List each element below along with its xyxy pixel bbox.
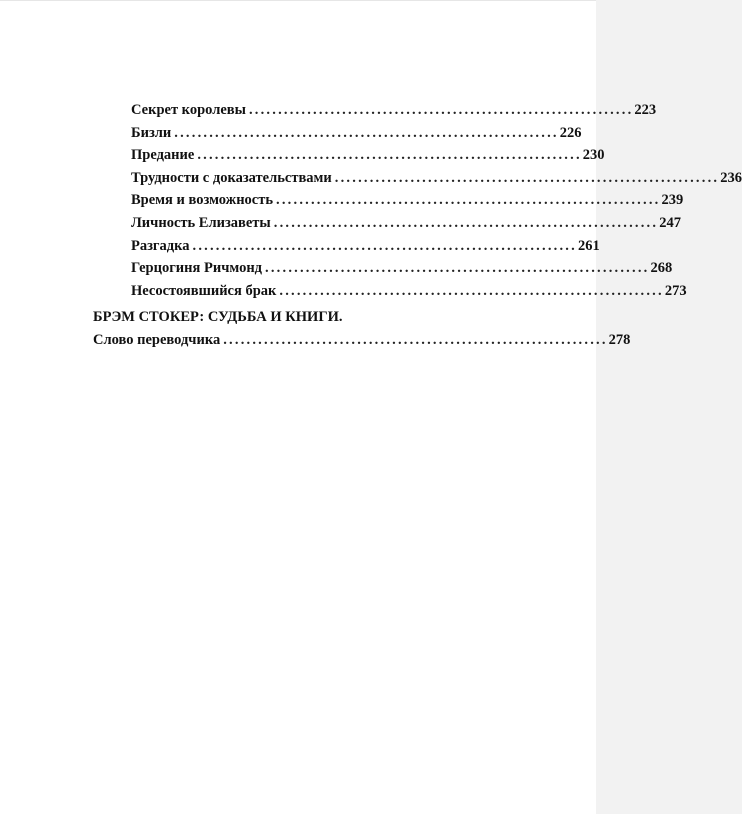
dot-leader: .................................................................. [192,237,577,254]
dot-leader: .................................................................. [197,147,582,164]
toc-entry-title: Разгадка [131,237,190,254]
toc-section-heading: БРЭМ СТОКЕР: СУДЬБА И КНИГИ. [93,309,343,326]
toc-entry [93,167,742,190]
table-of-contents [93,99,742,352]
dot-leader: .................................................................. [273,214,659,231]
toc-entry [93,189,684,212]
toc-entry-title: Герцогиня Ричмонд [131,260,263,277]
toc-entry-page: 268 [650,260,673,277]
dot-leader: .................................................................. [276,192,661,209]
toc-entry [93,235,600,258]
toc-entry-title: Время и возможность [131,192,274,209]
toc-entry-title: Бизли [131,124,172,141]
toc-entry-page: 236 [720,169,742,186]
dot-leader: .................................................................. [334,169,720,186]
dot-leader: .................................................................. [265,260,650,277]
toc-entry-title: Слово переводчика [93,331,221,348]
toc-entry-page: 261 [577,237,600,254]
dot-leader: .................................................................. [279,282,664,299]
toc-entry-title: Личность Елизаветы [131,214,271,231]
toc-entry [93,144,605,167]
toc-entry-page: 273 [664,282,687,299]
toc-entry-page: 278 [608,331,631,348]
dot-leader: .................................................................. [223,331,608,348]
dot-leader: .................................................................. [248,102,634,118]
toc-entry [93,280,687,303]
toc-entry [93,329,631,352]
toc-entry-page: 223 [634,102,657,118]
toc-entry [93,257,673,280]
toc-entry-title: Трудности с доказательствами [131,169,332,186]
toc-entry-title: Предание [131,147,195,164]
dot-leader: .................................................................. [174,124,559,141]
toc-entry-title: Секрет королевы [131,102,246,118]
toc-entry [93,122,582,145]
toc-entry [93,99,657,122]
toc-entry-page: 230 [582,147,605,164]
toc-entry-page: 247 [659,214,681,231]
toc-entry-page: 226 [559,124,582,141]
toc-entry [93,212,681,235]
toc-entry-page: 239 [661,192,684,209]
toc-entry-title: Несостоявшийся брак [131,282,277,299]
